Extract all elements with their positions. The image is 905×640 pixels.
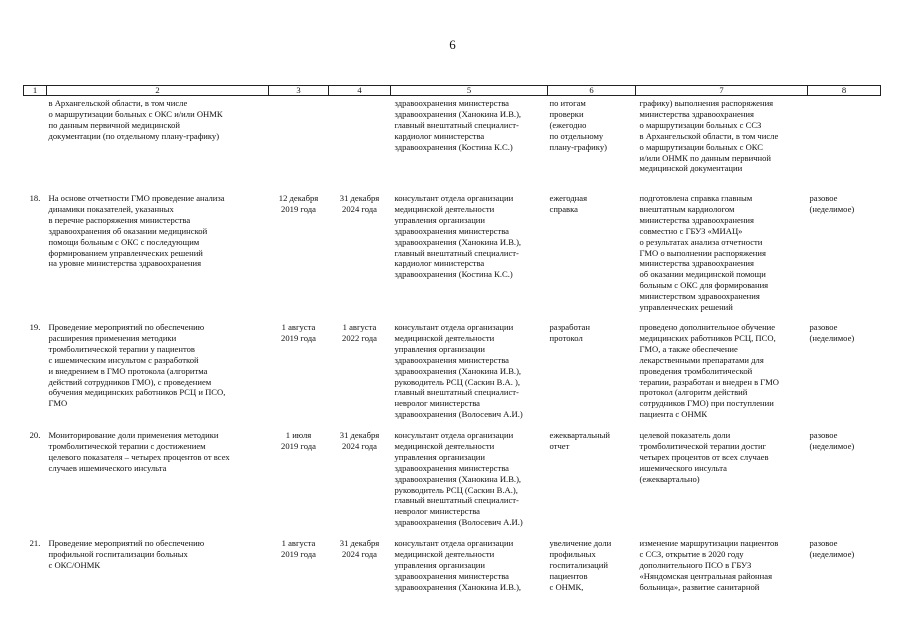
column-header-6: 6 <box>548 86 636 96</box>
column-header-1: 1 <box>24 86 47 96</box>
column-header-5: 5 <box>391 86 548 96</box>
column-header-3: 3 <box>269 86 329 96</box>
start-date-cell: 12 декабря 2019 года <box>278 193 319 214</box>
control-form-cell: увеличение доли профильных госпитализаций пациентов с ОНМК, <box>549 538 612 592</box>
end-date-cell: 1 августа 2022 года <box>342 322 377 343</box>
row-number: 20. <box>29 430 41 440</box>
table-row <box>24 430 881 538</box>
column-number-row <box>24 86 881 96</box>
result-cell: графику) выполнения распоряжения министерства здравоохранения о маршрутизации больных с ССЗ в Архангельской области, в том числе о маршрутизации больных с ОКС и/или ОНМК по данным первичной медицинской документации <box>639 98 779 174</box>
end-date-cell <box>329 96 391 194</box>
result-cell: проведено дополнительное обучение медицинских работников РСЦ, ПСО, ГМО, а также обеспечение лекарственными препаратами для проведения тромболитической терапии, разработан и внедрен в ГМО протокол (алгоритм действий сотрудников ГМО) при поступлении пациента с ОНМК <box>639 322 780 420</box>
column-header-8: 8 <box>808 86 881 96</box>
result-cell: изменение маршрутизации пациентов с ССЗ, открытие в 2020 году дополнительного ПСО в ГБУЗ «Няндомская центральная районная больница», развитие санитарной <box>639 538 779 592</box>
row-number <box>24 96 47 194</box>
page-number: 6 <box>449 37 456 52</box>
plan-table <box>23 85 881 618</box>
action-cell: Проведение мероприятий по обеспечению профильной госпитализации больных с ОКС/ОНМК <box>48 538 205 570</box>
type-cell: разовое (неделимое) <box>809 430 855 451</box>
responsible-cell: здравоохранения министерства здравоохранения (Ханокина И.В.), главный внештатный специалист- кардиолог министерства здравоохранения (Костина К.С.) <box>394 98 522 152</box>
end-date-cell: 31 декабря 2024 года <box>339 538 380 559</box>
column-header-4: 4 <box>329 86 391 96</box>
table-row <box>24 322 881 430</box>
responsible-cell: консультант отдела организации медицинской деятельности управления организации здравоохранения министерства здравоохранения (Ханокина И.В.), главный внештатный специалист- кардиолог министерства здравоохранения (Костина К.С.) <box>394 193 522 280</box>
control-form-cell: ежегодная справка <box>549 193 588 214</box>
control-form-cell: разработан протокол <box>549 322 590 343</box>
table-row <box>24 193 881 322</box>
start-date-cell: 1 июля 2019 года <box>281 430 316 451</box>
column-header-2: 2 <box>47 86 269 96</box>
row-number: 18. <box>29 193 41 203</box>
end-date-cell: 31 декабря 2024 года <box>339 430 380 451</box>
start-date-cell: 1 августа 2019 года <box>281 538 316 559</box>
type-cell <box>808 96 881 194</box>
control-form-cell: ежеквартальный отчет <box>549 430 611 451</box>
action-cell: Мониторирование доли применения методики тромболитической терапии с достижением целевого показателя – четырех процентов от всех случаев ишемического инсульта <box>48 430 230 473</box>
start-date-cell <box>269 96 329 194</box>
responsible-cell: консультант отдела организации медицинской деятельности управления организации здравоохранения министерства здравоохранения (Ханокина И.В.), руководитель РСЦ (Саскин В.А. ), главный внештатный специалист- невролог министерства здравоохранения (Волосевич А.И.) <box>394 322 523 420</box>
start-date-cell: 1 августа 2019 года <box>281 322 316 343</box>
end-date-cell: 31 декабря 2024 года <box>339 193 380 214</box>
responsible-cell: консультант отдела организации медицинской деятельности управления организации здравоохранения министерства здравоохранения (Ханокина И.В.), руководитель РСЦ (Саскин В.А.), главный внештатный специалист- невролог министерства здравоохранения (Волосевич А.И.) <box>394 430 523 528</box>
result-cell: целевой показатель доли тромболитической терапии достиг четырех процентов от всех случаев ишемического инсульта (ежеквартально) <box>639 430 769 484</box>
action-cell: в Архангельской области, в том числе о маршрутизации больных с ОКС и/или ОНМК по данным первичной медицинской документации (по отдельному плану-графику) <box>48 98 223 141</box>
row-number: 19. <box>29 322 41 332</box>
control-form-cell: по итогам проверки (ежегодно по отдельному плану-графику) <box>549 98 607 152</box>
action-cell: Проведение мероприятий по обеспечению расширения применения методики тромболитической терапии у пациентов с ишемическим инсультом с разработкой и внедрением в ГМО протокола (алгоритма действий сотрудников ГМО), с проведением обучения медицинских работников РСЦ и ПСО, ГМО <box>48 322 226 409</box>
type-cell: разовое (неделимое) <box>809 538 855 559</box>
row-number: 21. <box>29 538 41 548</box>
column-header-7: 7 <box>636 86 808 96</box>
responsible-cell: консультант отдела организации медицинской деятельности управления организации здравоохранения министерства здравоохранения (Ханокина И.В.), <box>394 538 522 592</box>
table-row-continuation <box>24 96 881 194</box>
table-row <box>24 538 881 618</box>
type-cell: разовое (неделимое) <box>809 193 855 214</box>
action-cell: На основе отчетности ГМО проведение анализа динамики показателей, указанных в перечне распоряжения министерства здравоохранения об оказании медицинской помощи больным с ОКС с последующим формированием управленческих решений на уровне министерства здравоохранения <box>48 193 225 269</box>
type-cell: разовое (неделимое) <box>809 322 855 343</box>
result-cell: подготовлена справка главным внештатным кардиологом министерства здравоохранения совместно с ГБУЗ «МИАЦ» о результатах анализа отчетности ГМО о выполнении распоряжения министерства здравоохранения об оказании медицинской помощи больным с ОКС для формирования министерством здравоохранения управленческих решений <box>639 193 769 313</box>
